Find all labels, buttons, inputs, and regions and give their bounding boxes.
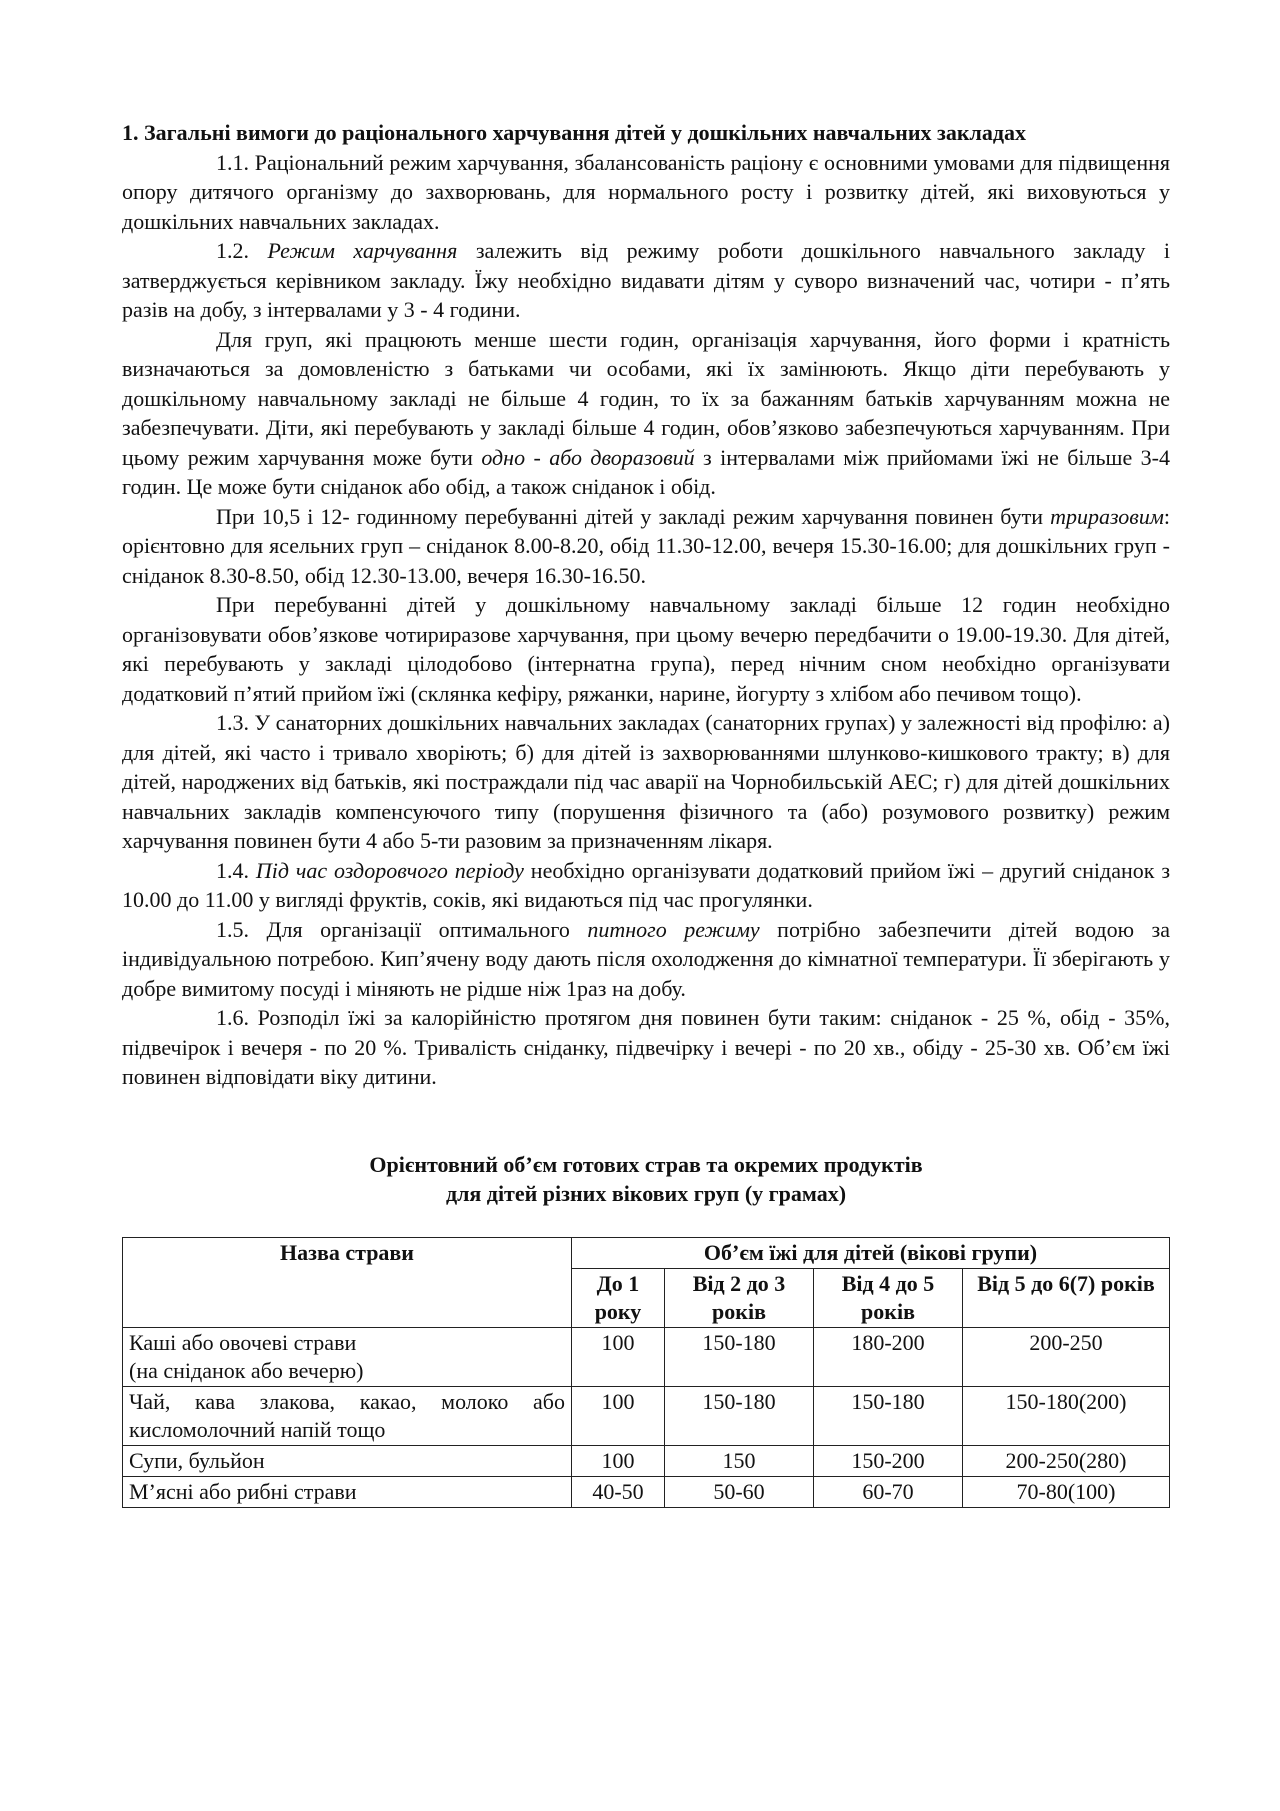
volume-cell: 100 — [572, 1327, 665, 1386]
paragraph-1-2 — [122, 236, 1170, 325]
table-row — [123, 1445, 1170, 1476]
paragraph-1-5 — [122, 915, 1170, 1004]
header-age-col: Від 5 до 6(7) років — [963, 1268, 1170, 1327]
volume-cell: 150-180(200) — [963, 1386, 1170, 1445]
volume-cell: 180-200 — [814, 1327, 963, 1386]
volume-cell: 150-180 — [814, 1386, 963, 1445]
dish-name-cell: Супи, бульйон — [123, 1445, 572, 1476]
paragraph-1-4 — [122, 856, 1170, 915]
paragraph-10-emphasis: триразовим — [1050, 503, 1164, 529]
table-title — [122, 1150, 1170, 1209]
dish-name-cell: Чай, кава злакова, какао, молоко або кисломолочний напій тощо — [123, 1386, 572, 1445]
volume-cell: 150-180 — [665, 1327, 814, 1386]
header-age-col: До 1 року — [572, 1268, 665, 1327]
paragraph-1-5-emphasis: питного режиму — [587, 916, 760, 942]
dish-name-cell: Каші або овочеві страви (на сніданок або вечерю) — [123, 1327, 572, 1386]
paragraph-over-12-hours: При перебуванні дітей у дошкільному навчальному закладі більше 12 годин необхідно організовувати обов’язкове чотириразове харчування, при цьому вечерю передбачити о 19.00-19.30. Для дітей, які перебувають у закладі цілодобово (інтернатна група), перед нічним сном необхідно організувати додатковий п’ятий прийом їжі (склянка кефіру, ряжанки, нарине, йогурту з хлібом або печивом тощо). — [122, 592, 1170, 706]
volume-cell: 200-250 — [963, 1327, 1170, 1386]
paragraph-1-6: 1.6. Розподіл їжі за калорійністю протягом дня повинен бути таким: сніданок - 25 %, обід - 35%, підвечірок і вечеря - по 20 %. Тривалість сніданку, підвечірку і вечері - по 20 хв., обіду - 25-30 хв. Об’єм їжі повинен відповідати віку дитини. — [122, 1005, 1170, 1089]
paragraph-1-2-text: залежить від режиму роботи дошкільного навчального закладу і затверджується керівником закладу. Їжу необхідно видавати дітям у суворо визначений час, чотири - п’ять разів на добу, з інтервалами у 3 - 4 години. — [122, 238, 1170, 322]
paragraph-1-2-emphasis: Режим харчування — [267, 238, 458, 263]
volume-cell: 50-60 — [665, 1476, 814, 1507]
paragraph-1-2-number: 1.2. — [216, 238, 268, 263]
paragraph-1-5-text-a: 1.5. Для організації оптимального — [216, 916, 588, 942]
table-row — [123, 1386, 1170, 1445]
dish-name-cell: М’ясні або рибні страви — [123, 1476, 572, 1507]
document-page — [122, 118, 1170, 1508]
portion-volume-table — [122, 1237, 1170, 1508]
table-row — [123, 1476, 1170, 1507]
paragraph-groups-text-b: з інтервалами між прийомами їжі не більше 3-4 годин. Це може бути сніданок або обід, а також сніданок і обід. — [122, 444, 1170, 499]
volume-cell: 40-50 — [572, 1476, 665, 1507]
paragraph-1-4-number: 1.4. — [216, 857, 256, 883]
volume-cell: 100 — [572, 1445, 665, 1476]
volume-cell: 100 — [572, 1386, 665, 1445]
paragraph-1-4-text: необхідно організувати додатковий прийом їжі – другий сніданок з 10.00 до 11.00 у вигляді фруктів, соків, які видаються під час прогулянки. — [122, 857, 1171, 912]
paragraph-10-12-hours — [122, 502, 1170, 591]
header-age-col: Від 2 до 3 років — [665, 1268, 814, 1327]
section-heading: 1. Загальні вимоги до раціонального харчування дітей у дошкільних навчальних закладах — [122, 120, 1026, 145]
paragraph-10-text-a: При 10,5 і 12- годинному перебуванні дітей у закладі режим харчування повинен бути — [216, 503, 1051, 529]
volume-cell: 150 — [665, 1445, 814, 1476]
paragraph-1-1: 1.1. Раціональний режим харчування, збалансованість раціону є основними умовами для підвищення опору дитячого організму до захворювань, для нормального росту і розвитку дітей, які виховуються у дошкільних навчальних закладах. — [122, 149, 1170, 234]
paragraph-1-4-emphasis: Під час оздоровчого періоду — [255, 857, 524, 883]
table-row — [123, 1327, 1170, 1386]
paragraph-groups-emphasis: одно - або дворазовий — [481, 444, 695, 470]
paragraph-10-text-b: : орієнтовно для ясельних груп – сніданок 8.00-8.20, обід 11.30-12.00, вечеря 15.30-16.00; для дошкільних груп - сніданок 8.30-8.50, обід 12.30-13.00, вечеря 16.30-16.50. — [122, 503, 1170, 588]
paragraph-1-5-text-b: потрібно забезпечити дітей водою за індивідуальною потребою. Кип’ячену воду дають після охолодження до кімнатної температури. Її зберігають у добре вимитому посуді і міняють не рідше ніж 1раз на добу. — [122, 916, 1170, 1001]
paragraph-short-stay-groups — [122, 325, 1170, 502]
volume-cell: 70-80(100) — [963, 1476, 1170, 1507]
table-container — [122, 1237, 1170, 1508]
table-title-line-2: для дітей різних вікових груп (у грамах) — [445, 1181, 847, 1206]
table-header-row — [123, 1237, 1170, 1268]
header-age-col: Від 4 до 5 років — [814, 1268, 963, 1327]
volume-cell: 60-70 — [814, 1476, 963, 1507]
header-age-groups: Об’єм їжі для дітей (вікові групи) — [572, 1237, 1170, 1268]
volume-cell: 150-200 — [814, 1445, 963, 1476]
paragraph-1-3: 1.3. У санаторних дошкільних навчальних закладах (санаторних групах) у залежності від профілю: а) для дітей, які часто і тривало хворіють; б) для дітей із захворюваннями шлунково-кишкового тракту; в) для дітей, народжених від батьків, які постраждали під час аварії на Чорнобильській АЕС; г) для дітей дошкільних навчальних закладів компенсуючого типу (порушення фізичного та (або) розумового розвитку) режим харчування повинен бути 4 або 5-ти разовим за призначенням лікаря. — [122, 710, 1170, 853]
header-dish-name: Назва страви — [123, 1237, 572, 1327]
volume-cell: 200-250(280) — [963, 1445, 1170, 1476]
paragraph-groups-text-a: Для груп, які працюють менше шести годин, організація харчування, його форми і кратність визначаються за домовленістю з батьками чи особами, які їх замінюють. Якщо діти перебувають у дошкільному навчальному закладі не більше 4 годин, то їх за бажанням батьків харчуванням можна не забезпечувати. Діти, які перебувають у закладі більше 4 годин, обов’язково забезпечуються харчуванням. При цьому режим харчування може бути — [122, 326, 1170, 470]
volume-cell: 150-180 — [665, 1386, 814, 1445]
table-body — [123, 1327, 1170, 1507]
table-title-line-1: Орієнтовний об’єм готових страв та окремих продуктів — [369, 1151, 923, 1177]
